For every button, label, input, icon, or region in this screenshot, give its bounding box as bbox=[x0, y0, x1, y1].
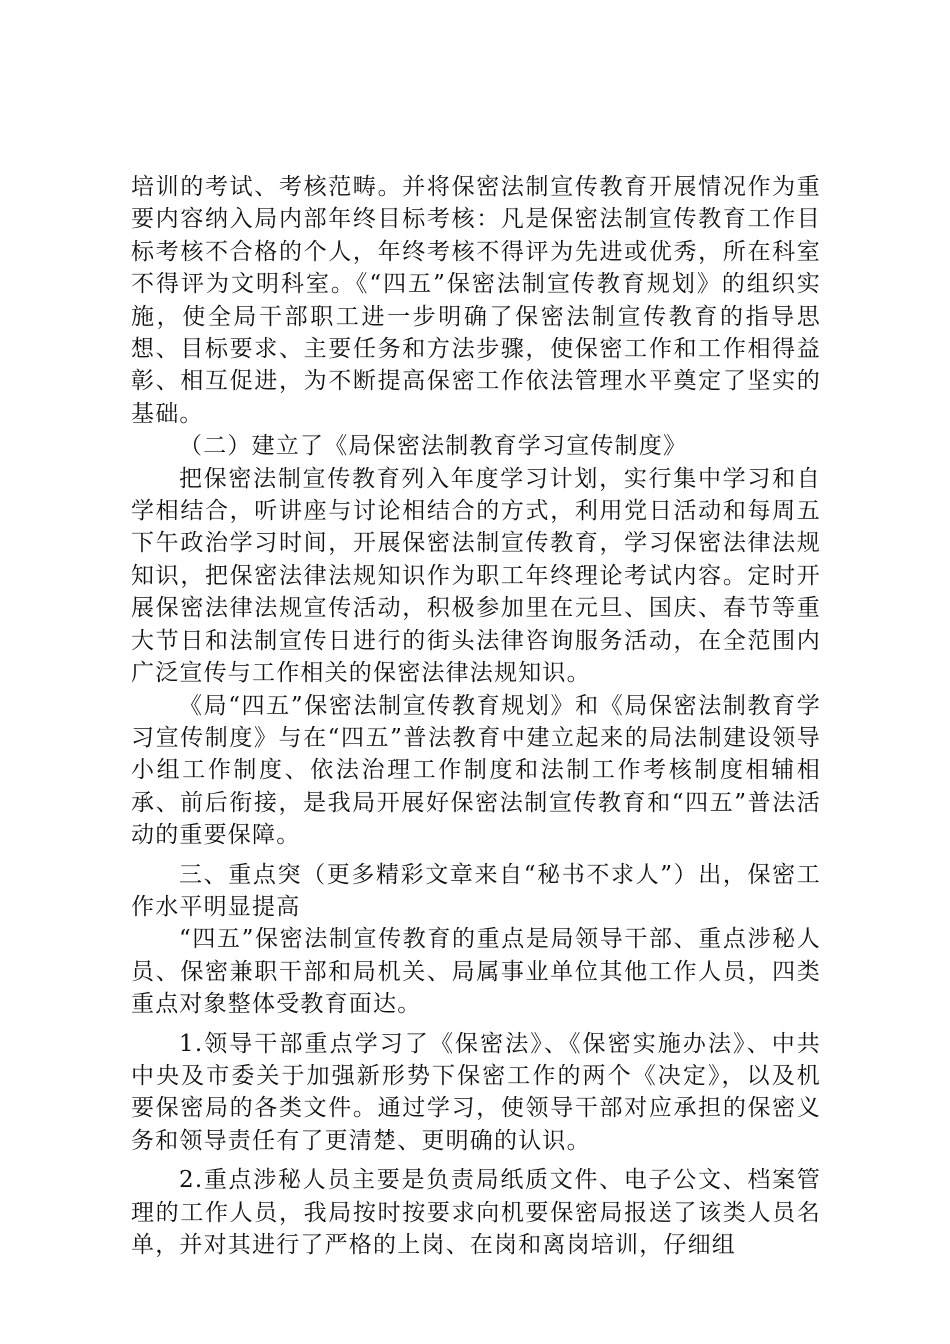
paragraph-guarantee: 《局“四五”保密法制宣传教育规划》和《局保密法制教育学习宣传制度》与在“四五”普法教育中建立起来的局法制建设领导小组工作制度、依法治理工作制度和法制工作考核制度相辅相承、前后衔接，是我局开展好保密法制宣传教育和“四五”普法活动的重要保障。 bbox=[131, 692, 821, 849]
document-body bbox=[131, 171, 821, 1261]
list-item-leaders: 1.领导干部重点学习了《保密法》、《保密实施办法》、中共中央及市委关于加强新形势下保密工作的两个《决定》，以及机要保密局的各类文件。通过学习，使领导干部对应承担的保密义务和领导责任有了更清楚、更明确的认识。 bbox=[131, 1030, 821, 1154]
section-heading-focus: 三、重点突（更多精彩文章来自“秘书不求人”）出，保密工作水平明显提高 bbox=[131, 861, 821, 920]
paragraph-assessment: 培训的考试、考核范畴。并将保密法制宣传教育开展情况作为重要内容纳入局内部年终目标考核：凡是保密法制宣传教育工作目标考核不合格的个人，年终考核不得评为先进或优秀，所在科室不得评为文明科室。《“四五”保密法制宣传教育规划》的组织实施，使全局干部职工进一步明确了保密法制宣传教育的指导思想、目标要求、主要任务和方法步骤，使保密工作和工作相得益彰、相互促进，为不断提高保密工作依法管理水平奠定了坚实的基础。 bbox=[131, 174, 821, 427]
paragraph-key-targets: “四五”保密法制宣传教育的重点是局领导干部、重点涉秘人员、保密兼职干部和局机关、局属事业单位其他工作人员，四类重点对象整体受教育面达。 bbox=[131, 926, 821, 1018]
section-heading-system: （二）建立了《局保密法制教育学习宣传制度》 bbox=[179, 433, 688, 460]
list-item-secret-staff: 2.重点涉秘人员主要是负责局纸质文件、电子公文、档案管理的工作人员，我局按时按要求向机要保密局报送了该类人员名单，并对其进行了严格的上岗、在岗和离岗培训，仔细组 bbox=[131, 1167, 821, 1258]
paragraph-study-plan: 把保密法制宣传教育列入年度学习计划，实行集中学习和自学相结合，听讲座与讨论相结合的方式，利用党日活动和每周五下午政治学习时间，开展保密法制宣传教育，学习保密法律法规知识，把保密法律法规知识作为职工年终理论考试内容。定时开展保密法律法规宣传活动，积极参加里在元旦、国庆、春节等重大节日和法制宣传日进行的街头法律咨询服务活动，在全范围内广泛宣传与工作相关的保密法律法规知识。 bbox=[131, 465, 821, 687]
